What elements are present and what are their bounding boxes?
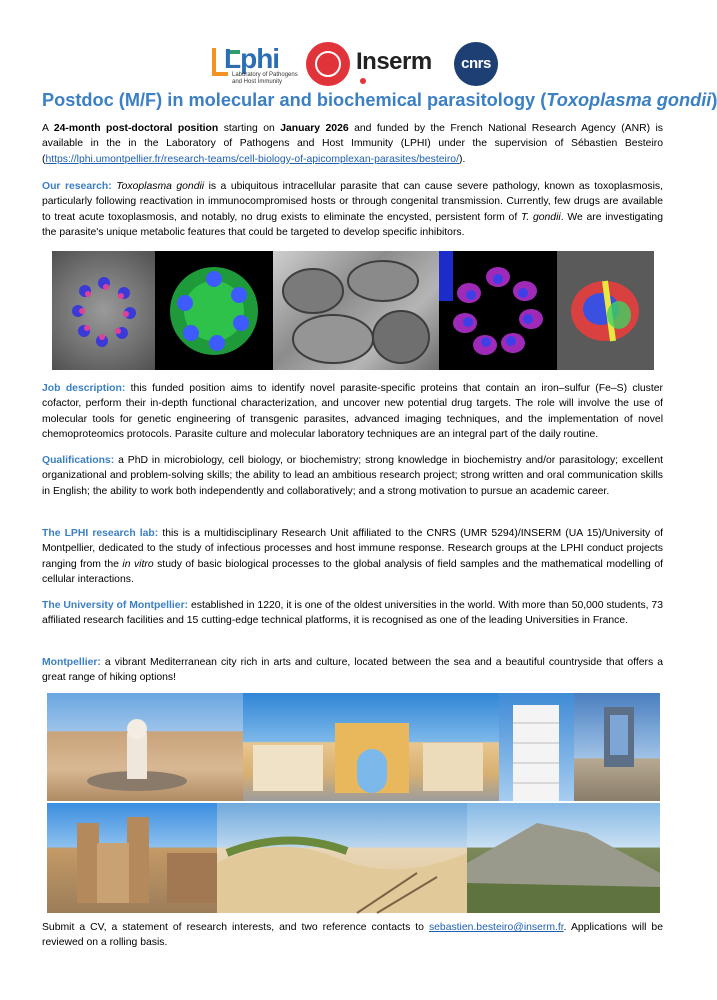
microscopy-image-strip [52,251,654,370]
fountain-shape [47,693,243,801]
cnrs-logo: cnrs [454,42,498,86]
logo-bar [210,42,500,90]
university-seal-logo [306,42,350,86]
qualifications-text: a PhD in microbiology, cell biology, or biochemistry; strong knowledge in biochemistry and/or parasitology; excellent organizational and problem-solving skills; the ability to lead an ambitious research project; strong written and oral communication skills in English; the ability to work both independently and collaboratively; and a strong motivation to pursue an academic career. [42,455,663,497]
research-heading: Our research: [42,181,112,192]
fluorescence-green-image [155,251,273,370]
seal-ring [315,51,341,77]
mountain-shape [467,803,660,913]
montpellier-heading: Montpellier: [42,657,101,668]
cathedral-photo [47,803,217,913]
qualifications-paragraph [42,453,663,499]
arbre-blanc-photo [499,693,574,801]
job-text: this funded position aims to identify novel parasite-specific proteins that contain an iron–sulfur (Fe–S) cluster cofactor, perform their in-depth functional characterization, and uncover new potential drug targets. The role will involve the use of molecular tools for genetic engineering of transgenic parasites, advanced imaging techniques, and the implementation of novel chemoproteomics protocols. Parasite culture and molecular laboratory techniques are an integral part of the daily routine. [42,383,663,440]
montpellier-paragraph [42,655,663,686]
in-vitro-term: in vitro [122,558,154,570]
montpellier-photo-collage [47,693,660,913]
page-title [42,88,717,112]
brightfield-rosette-image [52,251,155,370]
qualifications-heading: Qualifications: [42,455,115,466]
intro-text: and funded by the French National Research Agency (ANR) is available in the in the Laboratory of Pathogens and Host Immunity (LPHI) under the supervision of Sébastien Besteiro ( [42,123,664,165]
tower-shape [499,693,574,801]
position-duration: 24-month post-doctoral position [53,123,219,134]
lphi-wordmark: Lphi [224,43,280,74]
intro-text: ). [458,153,466,165]
footer-text: . Applications will be reviewed on a rolling basis. [42,922,663,949]
lab-heading: The LPHI research lab: [42,528,159,539]
research-text: is a ubiquitous intracellular parasite that can cause severe pathology, known as toxoplasmosis, particularly following reactivation in immunocompromised hosts or through congenital transmission. Currently, few drugs are available to treat acute toxoplasmosis, and notably, no drug exists to eliminate the encysted, persistent form of [42,181,663,223]
lab-text: study of basic biological processes to the global analysis of field samples and the mathematical modelling of cellular interactions. [42,558,663,585]
rosette-dots [52,251,155,370]
arch-shape [243,693,499,801]
lab-text: this is a multidisciplinary Research Unit affiliated to the CNRS (UMR 5294)/INSERM (UA 15)/University of Montpellier, dedicated to the study of infectious processes and host immune response. Research groups at the LPHI conduct projects ranging from the [42,528,663,570]
title-close: ) [711,90,717,110]
em-cells [273,251,439,370]
pic-saint-loup-photo [467,803,660,913]
inserm-logo: Inserm [356,48,432,75]
montpellier-text: a vibrant Mediterranean city rich in arts and culture, located between the sea and a beautiful countryside that offers a great range of hiking options! [42,657,663,684]
intro-text: starting on [218,123,281,134]
hotel-de-region-photo [574,693,660,801]
job-description-paragraph [42,381,663,442]
team-website-link[interactable]: https://lphi.umontpellier.fr/research-teams/cell-biology-of-apicomplexan-parasites/besteiro/ [45,153,459,165]
title-main: Postdoc (M/F) in molecular and biochemical parasitology ( [42,90,547,110]
electron-microscopy-image [273,251,439,370]
magenta-rosette [439,251,557,370]
lab-paragraph [42,526,663,587]
research-text: . We are investigating the parasite's unique metabolic features that could be targeted to develop specific inhibitors. [42,211,663,238]
start-date: January 2026 [280,123,349,134]
species-name: Toxoplasma gondii [116,181,205,192]
arc-de-triomphe-photo [243,693,499,801]
lphi-logo [210,44,300,88]
title-species: Toxoplasma gondii [546,90,712,110]
fluorescence-magenta-image [439,251,557,370]
university-text: established in 1220, it is one of the oldest universities in the world. With more than 50,000 students, 73 affiliated research facilities and 15 cutting-edge technical platforms, it is recognised as one of the leading Universities in France. [42,600,663,627]
application-instructions [42,920,663,951]
species-abbrev: T. gondii [520,211,561,223]
cathedral-shape [47,803,217,913]
contact-email-link[interactable]: sebastien.besteiro@inserm.fr [428,922,564,933]
university-heading: The University of Montpellier: [42,600,189,611]
multicolor-cell [557,251,654,370]
building-shape [574,693,660,801]
university-paragraph [42,598,663,629]
green-rosette [155,251,273,370]
dunes-shape [217,803,467,913]
footer-text: Submit a CV, a statement of research interests, and two reference contacts to [42,922,429,933]
inserm-logo-dot [360,78,366,84]
fluorescence-multicolor-image [557,251,654,370]
job-heading: Job description: [42,383,126,394]
research-paragraph [42,179,663,240]
lphi-subtitle: Laboratory of Pathogens and Host Immunity [232,72,298,85]
intro-paragraph [42,121,663,167]
beach-dunes-photo [217,803,467,913]
intro-text: A [42,123,54,134]
place-comedie-photo [47,693,243,801]
